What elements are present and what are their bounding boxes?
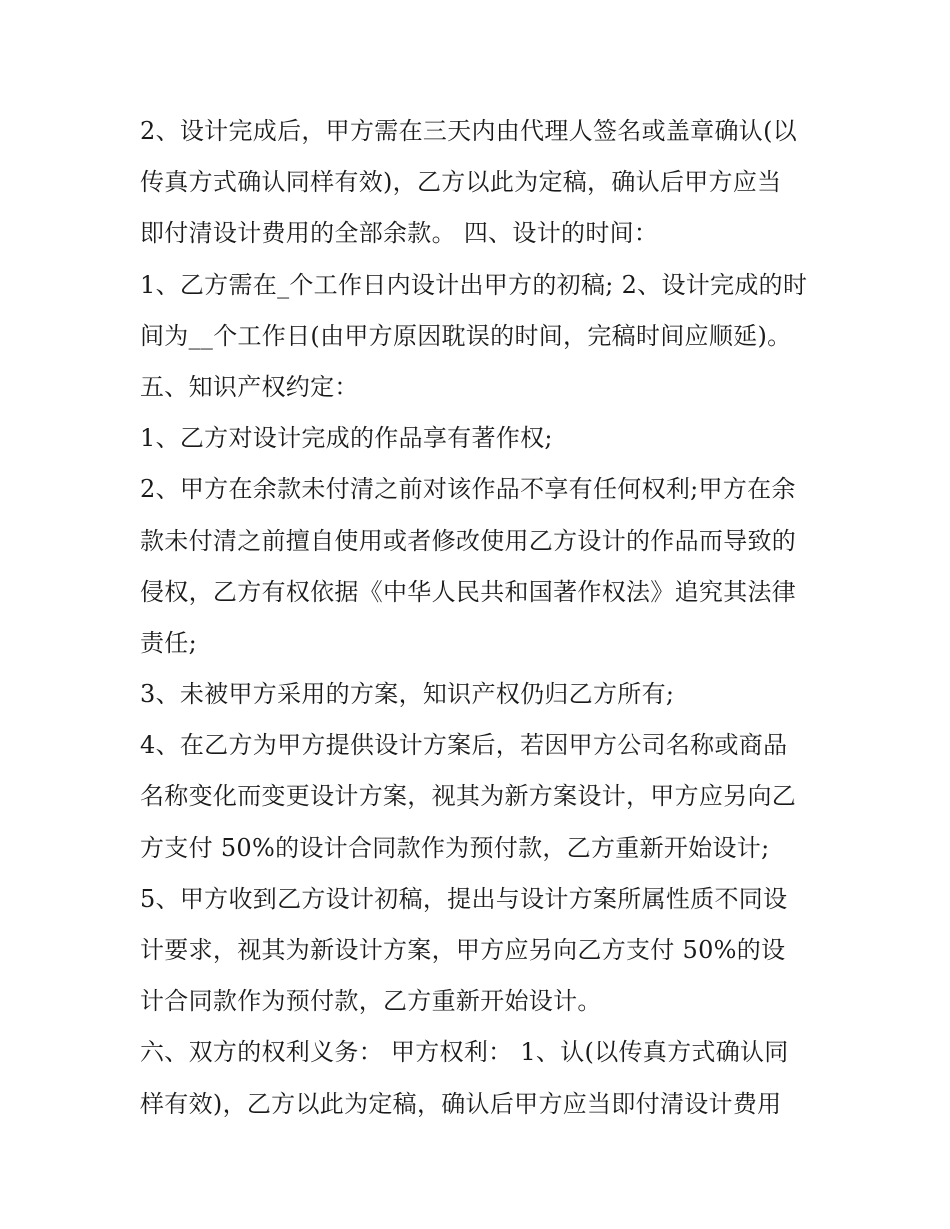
text-line: 1、乙方需在_个工作日内设计出甲方的初稿; 2、设计完成的时 xyxy=(140,270,808,299)
text-line: 即付清设计费用的全部余款。 四、设计的时间： xyxy=(140,219,659,248)
text-line: 款未付清之前擅自使用或者修改使用乙方设计的作品而导致的 xyxy=(140,526,797,555)
section-heading-rights: 六、双方的权利义务： 甲方权利： 1、认(以传真方式确认同 xyxy=(140,1038,789,1067)
text-line: 3、未被甲方采用的方案，知识产权仍归乙方所有; xyxy=(140,680,675,709)
text-line: 方支付 50%的设计合同款作为预付款，乙方重新开始设计; xyxy=(140,833,770,862)
text-line: 传真方式确认同样有效)，乙方以此为定稿，确认后甲方应当 xyxy=(140,168,782,197)
text-line: 样有效)，乙方以此为定稿，确认后甲方应当即付清设计费用 xyxy=(140,1089,782,1118)
text-line: 5、甲方收到乙方设计初稿，提出与设计方案所属性质不同设 xyxy=(140,884,788,913)
text-line: 2、甲方在余款未付清之前对该作品不享有任何权利;甲方在余 xyxy=(140,475,796,504)
text-line: 1、乙方对设计完成的作品享有著作权; xyxy=(140,424,553,453)
text-line: 4、在乙方为甲方提供设计方案后，若因甲方公司名称或商品 xyxy=(140,731,788,760)
text-line: 计要求，视其为新设计方案，甲方应另向乙方支付 50%的设 xyxy=(140,936,786,964)
text-line: 计合同款作为预付款，乙方重新开始设计。 xyxy=(140,987,602,1016)
text-line: 名称变化而变更设计方案，视其为新方案设计，甲方应另向乙 xyxy=(140,782,797,811)
text-line: 侵权，乙方有权依据《中华人民共和国著作权法》追究其法律 xyxy=(140,577,797,606)
text-line: 责任; xyxy=(140,628,197,657)
text-line: 间为__个工作日(由甲方原因耽误的时间，完稿时间应顺延)。 xyxy=(140,321,792,350)
text-line: 2、设计完成后，甲方需在三天内由代理人签名或盖章确认(以 xyxy=(140,117,798,145)
document-body xyxy=(140,106,815,1130)
section-heading-ip: 五、知识产权约定： xyxy=(140,372,359,401)
